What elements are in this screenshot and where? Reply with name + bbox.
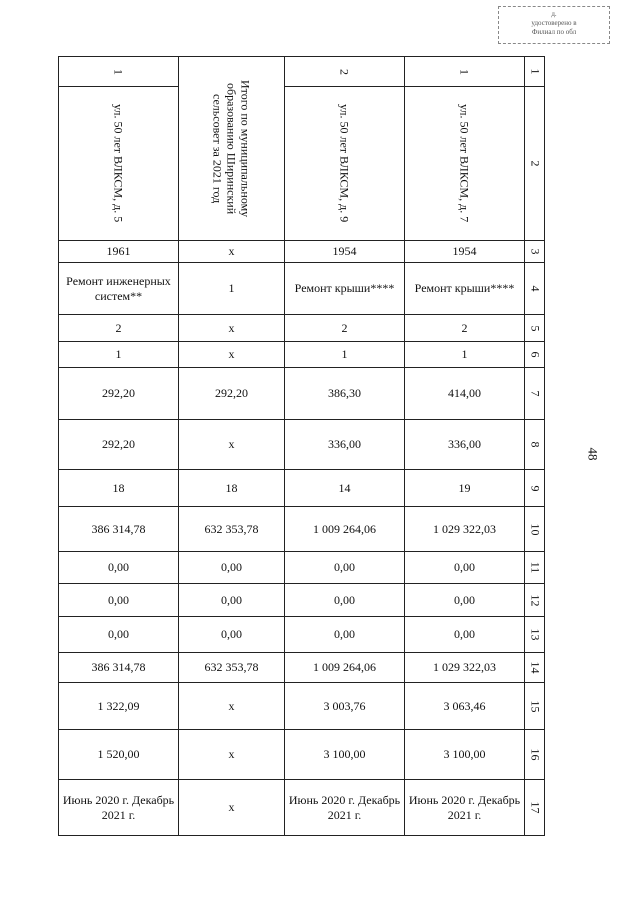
table-row (59, 263, 545, 315)
row-index: 13 (525, 617, 545, 653)
table-cell: x (179, 683, 285, 730)
row-index: 3 (525, 241, 545, 263)
table-cell: Июнь 2020 г. Декабрь 2021 г. (59, 780, 179, 836)
row-index: 14 (525, 653, 545, 683)
stamp-line-2: удостоверено в (531, 19, 577, 27)
table-row (59, 315, 545, 342)
table-cell: 1 009 264,06 (285, 653, 405, 683)
col3-address: ул. 50 лет ВЛКСМ, д. 9 (285, 87, 405, 241)
table-cell: x (179, 780, 285, 836)
table-cell: 0,00 (59, 617, 179, 653)
table-cell: 1 520,00 (59, 730, 179, 780)
table-cell: 0,00 (405, 617, 525, 653)
table-cell: 632 353,78 (179, 653, 285, 683)
table-cell: 0,00 (179, 552, 285, 584)
table-cell: 3 003,76 (285, 683, 405, 730)
table-cell: 0,00 (285, 617, 405, 653)
table-cell: x (179, 420, 285, 470)
stamp-line-1: д. (551, 10, 557, 18)
table-cell: 632 353,78 (179, 507, 285, 552)
row-index: 6 (525, 342, 545, 368)
table-row (59, 584, 545, 617)
table-cell: 0,00 (285, 552, 405, 584)
stamp-line-3: Филиал по обл (531, 28, 577, 36)
table-row (59, 368, 545, 420)
table-cell: 1 (285, 342, 405, 368)
row-index: 12 (525, 584, 545, 617)
row-index: 1 (525, 57, 545, 87)
table-cell: 0,00 (59, 552, 179, 584)
table-cell: 1 (179, 263, 285, 315)
table-cell: Июнь 2020 г. Декабрь 2021 г. (285, 780, 405, 836)
page-number: 48 (585, 447, 601, 461)
table-row (59, 241, 545, 263)
table-cell: 414,00 (405, 368, 525, 420)
table-cell: x (179, 241, 285, 263)
table-cell: 386 314,78 (59, 507, 179, 552)
table-cell: 0,00 (179, 584, 285, 617)
table-cell: 1 322,09 (59, 683, 179, 730)
table-cell: 19 (405, 470, 525, 507)
data-table (58, 56, 545, 836)
row-index: 7 (525, 368, 545, 420)
table-cell: 0,00 (405, 584, 525, 617)
row-index: 8 (525, 420, 545, 470)
header-number-row (59, 57, 545, 87)
table-row (59, 780, 545, 836)
table-cell: 0,00 (59, 584, 179, 617)
table-cell: x (179, 730, 285, 780)
approval-stamp (498, 6, 610, 44)
row-index: 11 (525, 552, 545, 584)
table-row (59, 470, 545, 507)
table-row (59, 507, 545, 552)
table-cell: 3 063,46 (405, 683, 525, 730)
col3-number: 2 (285, 57, 405, 87)
row-index: 17 (525, 780, 545, 836)
table-cell: 2 (285, 315, 405, 342)
table-row (59, 683, 545, 730)
table-cell: 336,00 (405, 420, 525, 470)
table-cell: 1954 (405, 241, 525, 263)
table-cell: Ремонт крыши**** (405, 263, 525, 315)
table-cell: 3 100,00 (285, 730, 405, 780)
table-cell: 292,20 (179, 368, 285, 420)
table-cell: 1 (405, 342, 525, 368)
col1-number: 1 (59, 57, 179, 87)
table-cell: 18 (59, 470, 179, 507)
table-cell: 0,00 (285, 584, 405, 617)
table-cell: 1 029 322,03 (405, 653, 525, 683)
table-cell: 3 100,00 (405, 730, 525, 780)
table-cell: 1 009 264,06 (285, 507, 405, 552)
table-cell: 1 029 322,03 (405, 507, 525, 552)
table-cell: 1 (59, 342, 179, 368)
table-cell: 292,20 (59, 368, 179, 420)
table-cell: Ремонт инженерных систем** (59, 263, 179, 315)
row-index: 10 (525, 507, 545, 552)
col2-header: Итого по муниципальному образованию Ширинский сельсовет за 2021 год (179, 57, 285, 241)
row-index: 2 (525, 87, 545, 241)
table-cell: 0,00 (179, 617, 285, 653)
table-row (59, 342, 545, 368)
row-index: 16 (525, 730, 545, 780)
table-cell: 0,00 (405, 552, 525, 584)
col4-number: 1 (405, 57, 525, 87)
table-cell: Июнь 2020 г. Декабрь 2021 г. (405, 780, 525, 836)
table-cell: x (179, 342, 285, 368)
table-row (59, 617, 545, 653)
table-row (59, 552, 545, 584)
row-index: 9 (525, 470, 545, 507)
table-cell: 336,00 (285, 420, 405, 470)
table-cell: 386 314,78 (59, 653, 179, 683)
table-row (59, 730, 545, 780)
col1-address: ул. 50 лет ВЛКСМ, д. 5 (59, 87, 179, 241)
row-index: 5 (525, 315, 545, 342)
table-cell: 1954 (285, 241, 405, 263)
row-index: 4 (525, 263, 545, 315)
table-cell: 14 (285, 470, 405, 507)
table-cell: 2 (405, 315, 525, 342)
table-cell: 1961 (59, 241, 179, 263)
header-address-row (59, 87, 545, 241)
row-index: 15 (525, 683, 545, 730)
table-cell: x (179, 315, 285, 342)
table-row (59, 653, 545, 683)
table-cell: 18 (179, 470, 285, 507)
table-row (59, 420, 545, 470)
table-cell: Ремонт крыши**** (285, 263, 405, 315)
table-cell: 292,20 (59, 420, 179, 470)
table-cell: 386,30 (285, 368, 405, 420)
col4-address: ул. 50 лет ВЛКСМ, д. 7 (405, 87, 525, 241)
table-cell: 2 (59, 315, 179, 342)
